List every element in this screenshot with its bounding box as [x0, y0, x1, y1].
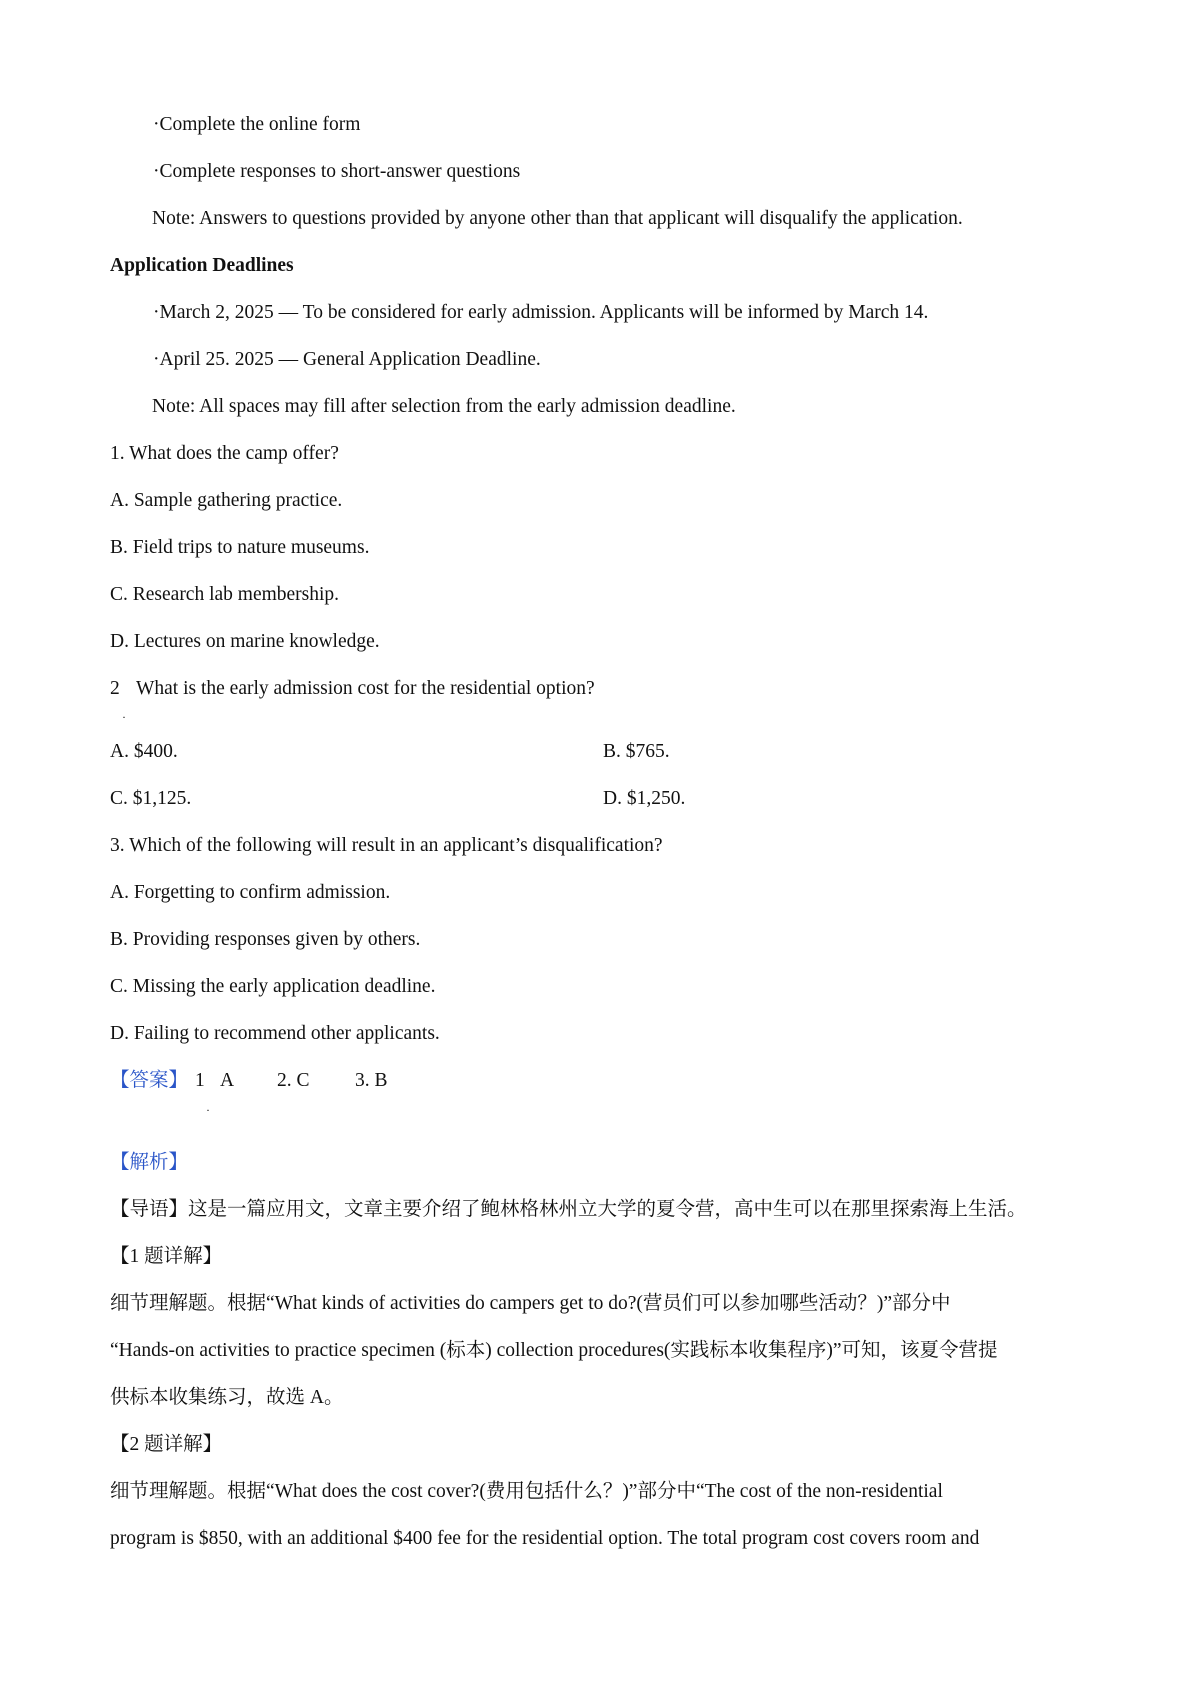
instruction-item: ·Complete the online form: [153, 114, 361, 135]
answer-label: 【答案】: [110, 1070, 189, 1091]
question-option: D. $1,250.: [603, 788, 686, 809]
question-number: 2: [110, 678, 120, 699]
question-option: C. $1,125.: [110, 788, 192, 809]
instruction-item: ·Complete responses to short-answer questions: [153, 161, 521, 182]
question-option: D. Lectures on marine knowledge.: [110, 631, 380, 652]
answer-item: 1: [195, 1070, 205, 1091]
analysis-line: “Hands-on activities to practice specimen (标本) collection procedures(实践标本收集程序)”可知，该夏令营提: [110, 1340, 998, 1361]
question-stem: 1. What does the camp offer?: [110, 443, 339, 464]
question-option: D. Failing to recommend other applicants.: [110, 1023, 440, 1044]
question-option: C. Research lab membership.: [110, 584, 340, 605]
deadlines-note: Note: All spaces may fill after selection from the early admission deadline.: [152, 396, 736, 417]
analysis-line: program is $850, with an additional $400 fee for the residential option. The total program cost covers room and: [110, 1528, 980, 1549]
question-option: A. Sample gathering practice.: [110, 490, 343, 511]
analysis-label: 【解析】: [110, 1152, 189, 1173]
analysis-line: 细节理解题。根据“What does the cost cover?(费用包括什么？)”部分中“The cost of the non-residential: [110, 1481, 943, 1502]
question-option: B. Providing responses given by others.: [110, 929, 421, 950]
question-option: A. $400.: [110, 741, 178, 762]
analysis-guide: 【导语】这是一篇应用文，文章主要介绍了鲍林格林州立大学的夏令营，高中生可以在那里探索海上生活。: [110, 1199, 1027, 1220]
question-option: B. $765.: [603, 741, 670, 762]
analysis-line: 供标本收集练习，故选 A。: [110, 1387, 344, 1408]
question-option: B. Field trips to nature museums.: [110, 537, 370, 558]
analysis-line: 细节理解题。根据“What kinds of activities do campers get to do?(营员们可以参加哪些活动？)”部分中: [110, 1293, 951, 1314]
question-option: A. Forgetting to confirm admission.: [110, 882, 391, 903]
answer-item: 2. C: [277, 1070, 310, 1091]
number-dot: ·: [122, 710, 126, 724]
answer-item: 3. B: [355, 1070, 388, 1091]
answer-item: A: [220, 1070, 235, 1091]
question-option: C. Missing the early application deadline.: [110, 976, 436, 997]
instruction-note: Note: Answers to questions provided by anyone other than that applicant will disqualify the application.: [152, 208, 963, 229]
question-stem: What is the early admission cost for the residential option?: [136, 678, 595, 699]
deadline-item: ·March 2, 2025 — To be considered for early admission. Applicants will be informed by March 14.: [153, 302, 929, 323]
deadlines-heading: Application Deadlines: [110, 255, 294, 276]
number-dot: ·: [206, 1103, 210, 1117]
q2-detail-heading: 【2 题详解】: [110, 1434, 223, 1455]
question-stem: 3. Which of the following will result in an applicant’s disqualification?: [110, 835, 663, 856]
q1-detail-heading: 【1 题详解】: [110, 1246, 223, 1267]
deadline-item: ·April 25. 2025 — General Application Deadline.: [153, 349, 541, 370]
